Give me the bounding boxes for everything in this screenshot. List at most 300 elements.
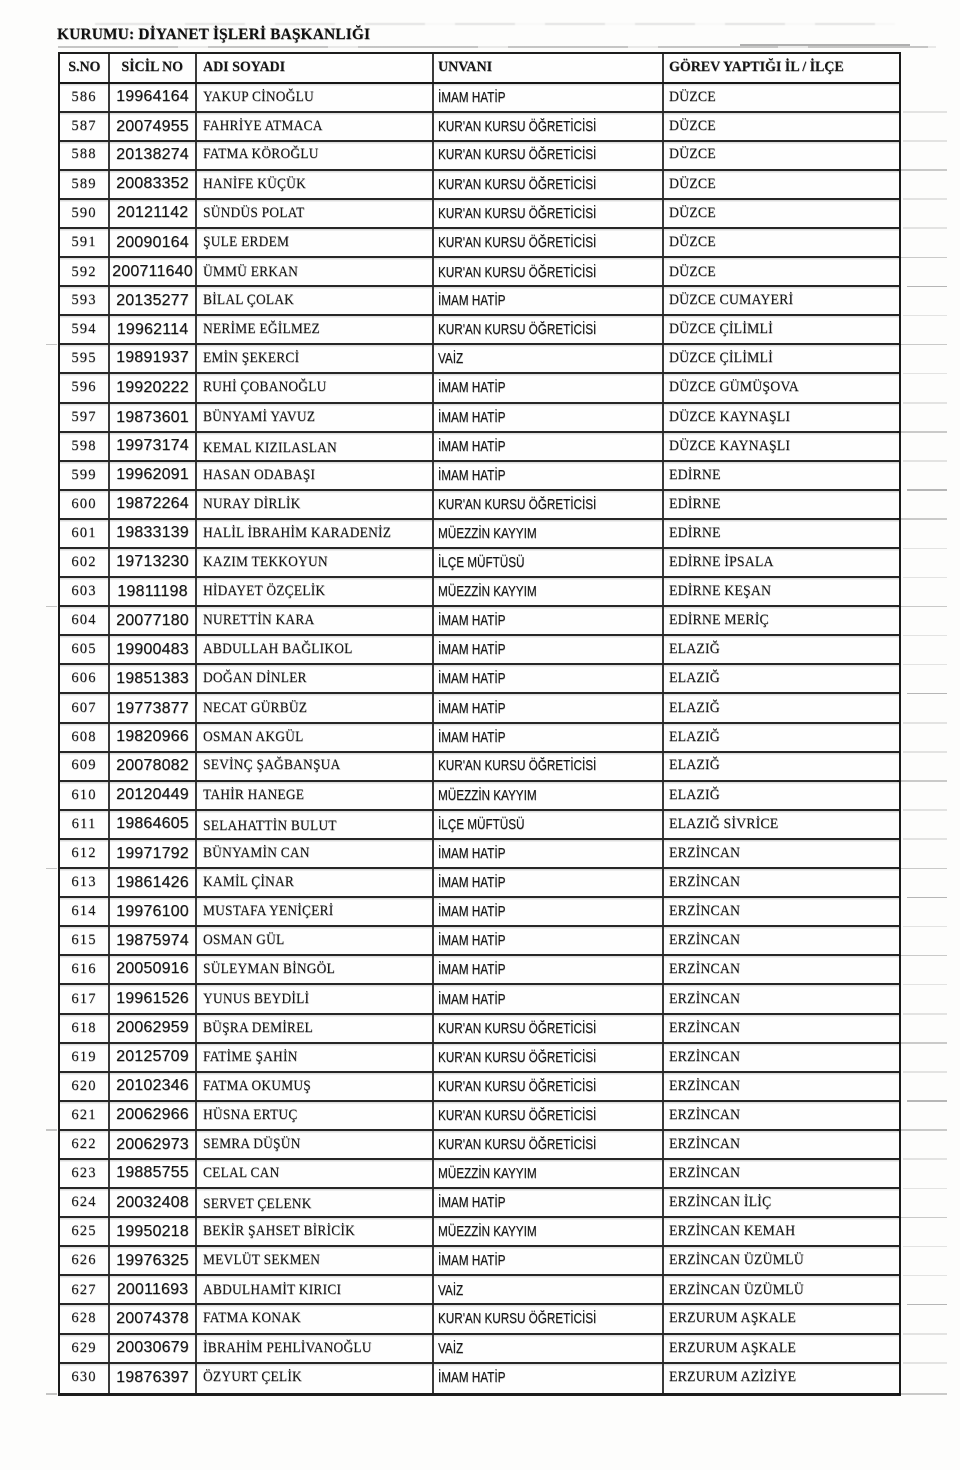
adi-soyadi-value: TAHİR HANEGE	[203, 786, 305, 803]
sno-value: 608	[71, 728, 97, 745]
adi-soyadi-value: HALİL İBRAHİM KARADENİZ	[203, 524, 392, 541]
sno-value: 593	[71, 292, 97, 309]
adi-soyadi-value: YAKUP CİNOĞLU	[203, 88, 314, 105]
unvani-value: İMAM HATİP	[438, 641, 506, 659]
gorev-il-ilce-value: ERZURUM AZİZİYE	[669, 1369, 797, 1386]
cell-gorev-il-ilce	[664, 694, 899, 721]
sicil-no-value: 19851383	[116, 669, 189, 687]
cell-sno	[60, 491, 110, 518]
cell-sicil-no	[110, 753, 197, 780]
cell-gorev-il-ilce	[664, 636, 899, 663]
unvani-value: İMAM HATİP	[438, 670, 506, 688]
sno-value: 595	[71, 349, 97, 366]
table-row	[60, 782, 899, 811]
table-row	[60, 840, 899, 869]
gorev-il-ilce-value: ERZİNCAN İLİÇ	[669, 1194, 772, 1211]
sno-value: 624	[71, 1194, 97, 1211]
sicil-no-value: 19962114	[116, 320, 189, 338]
cell-sno	[60, 113, 110, 140]
cell-gorev-il-ilce	[664, 956, 899, 983]
cell-adi-soyadi	[197, 1102, 434, 1129]
sicil-no-value: 20062959	[116, 1019, 189, 1037]
gorev-il-ilce-value: ERZİNCAN	[669, 1106, 741, 1123]
unvani-value: İMAM HATİP	[438, 700, 506, 718]
gorev-il-ilce-value: ERZİNCAN	[669, 1136, 741, 1153]
adi-soyadi-value: OSMAN AKGÜL	[203, 728, 304, 745]
cell-sno	[60, 1044, 110, 1071]
cell-sicil-no	[110, 316, 197, 343]
sicil-no-value: 19950218	[116, 1222, 189, 1240]
cell-adi-soyadi	[197, 433, 434, 460]
sno-value: 630	[71, 1369, 97, 1386]
cell-sno	[60, 927, 110, 954]
gorev-il-ilce-value: ERZİNCAN	[669, 1164, 741, 1181]
adi-soyadi-value: HANİFE KÜÇÜK	[203, 175, 306, 192]
table-row	[60, 404, 899, 433]
cell-gorev-il-ilce	[664, 491, 899, 518]
cell-sno	[60, 200, 110, 227]
cell-sno	[60, 404, 110, 431]
table-row	[60, 84, 899, 113]
sicil-no-value: 20030679	[116, 1339, 189, 1357]
table-row	[60, 462, 899, 491]
sicil-no-value: 20138274	[116, 145, 189, 163]
cell-gorev-il-ilce	[664, 578, 899, 605]
cell-adi-soyadi	[197, 1073, 434, 1100]
gorev-il-ilce-value: ERZİNCAN KEMAH	[669, 1223, 796, 1240]
adi-soyadi-value: SELAHATTİN BULUT	[203, 817, 337, 834]
cell-adi-soyadi	[197, 927, 434, 954]
table-row	[60, 1218, 899, 1247]
adi-soyadi-value: SÜLEYMAN BİNGÖL	[203, 960, 335, 977]
sno-value: 606	[71, 670, 97, 687]
unvani-value: VAİZ	[438, 349, 464, 367]
sno-value: 592	[71, 263, 97, 280]
table-row	[60, 1102, 899, 1131]
cell-unvani	[434, 345, 664, 372]
cell-unvani	[434, 84, 664, 111]
sicil-no-value: 20078082	[116, 756, 189, 774]
header-cell-adi-soyadi	[197, 54, 434, 82]
cell-gorev-il-ilce	[664, 898, 899, 925]
cell-sno	[60, 665, 110, 692]
cell-sicil-no	[110, 1015, 197, 1042]
gorev-il-ilce-value: ELAZIĞ	[669, 757, 720, 774]
sno-value: 605	[71, 641, 97, 658]
adi-soyadi-value: İBRAHİM PEHLİVANOĞLU	[203, 1339, 372, 1356]
sno-value: 629	[71, 1339, 97, 1356]
cell-adi-soyadi	[197, 811, 434, 838]
cell-unvani	[434, 782, 664, 809]
table-row	[60, 1015, 899, 1044]
sno-value: 615	[71, 932, 97, 949]
scan-line-artifact	[58, 46, 936, 48]
cell-adi-soyadi	[197, 694, 434, 721]
gorev-il-ilce-value: DÜZCE CUMAYERİ	[669, 292, 794, 309]
cell-adi-soyadi	[197, 229, 434, 256]
adi-soyadi-value: NURETTİN KARA	[203, 612, 315, 629]
cell-gorev-il-ilce	[664, 811, 899, 838]
cell-unvani	[434, 113, 664, 140]
cell-sicil-no	[110, 374, 197, 401]
cell-gorev-il-ilce	[664, 1335, 899, 1362]
cell-gorev-il-ilce	[664, 316, 899, 343]
cell-sno	[60, 1189, 110, 1216]
cell-unvani	[434, 694, 664, 721]
sicil-no-value: 19920222	[116, 378, 189, 396]
gorev-il-ilce-value: EDİRNE	[669, 466, 721, 483]
sno-value: 613	[71, 874, 97, 891]
sicil-no-value: 19873601	[116, 408, 189, 426]
sicil-no-value: 20011693	[116, 1281, 189, 1299]
cell-sno	[60, 520, 110, 547]
cell-gorev-il-ilce	[664, 345, 899, 372]
cell-adi-soyadi	[197, 374, 434, 401]
unvani-value: KUR'AN KURSU ÖĞRETİCİSİ	[438, 1106, 597, 1124]
cell-sno	[60, 1131, 110, 1158]
sicil-no-value: 20121142	[116, 204, 189, 222]
header-label: SİCİL NO	[121, 59, 184, 76]
cell-adi-soyadi	[197, 258, 434, 285]
cell-adi-soyadi	[197, 1189, 434, 1216]
cell-sicil-no	[110, 258, 197, 285]
unvani-value: KUR'AN KURSU ÖĞRETİCİSİ	[438, 321, 597, 339]
cell-sno	[60, 171, 110, 198]
sicil-no-value: 19964164	[116, 88, 189, 106]
unvani-value: KUR'AN KURSU ÖĞRETİCİSİ	[438, 757, 597, 775]
gorev-il-ilce-value: DÜZCE KAYNAŞLI	[669, 409, 791, 426]
cell-adi-soyadi	[197, 782, 434, 809]
gorev-il-ilce-value: DÜZCE	[669, 88, 716, 105]
cell-adi-soyadi	[197, 491, 434, 518]
gorev-il-ilce-value: EDİRNE KEŞAN	[669, 583, 772, 600]
cell-sno	[60, 1073, 110, 1100]
sno-value: 620	[71, 1077, 97, 1094]
sicil-no-value: 19875974	[116, 931, 189, 949]
table-header-row	[60, 54, 899, 84]
cell-sicil-no	[110, 636, 197, 663]
table-row	[60, 869, 899, 898]
cell-unvani	[434, 985, 664, 1012]
adi-soyadi-value: BÜNYAMİN CAN	[203, 845, 310, 862]
cell-adi-soyadi	[197, 578, 434, 605]
unvani-value: İMAM HATİP	[438, 845, 506, 863]
document-title: KURUMU: DİYANET İŞLERİ BAŞKANLIĞI	[57, 26, 371, 43]
cell-gorev-il-ilce	[664, 869, 899, 896]
unvani-value: KUR'AN KURSU ÖĞRETİCİSİ	[438, 234, 597, 252]
header-cell-sicil-no	[110, 54, 197, 82]
cell-adi-soyadi	[197, 869, 434, 896]
cell-unvani	[434, 171, 664, 198]
table-row	[60, 345, 899, 374]
cell-sicil-no	[110, 171, 197, 198]
cell-unvani	[434, 316, 664, 343]
cell-adi-soyadi	[197, 1276, 434, 1303]
table-row	[60, 811, 899, 840]
unvani-value: İMAM HATİP	[438, 437, 506, 455]
unvani-value: KUR'AN KURSU ÖĞRETİCİSİ	[438, 1136, 597, 1154]
table-row	[60, 665, 899, 694]
sicil-no-value: 20125709	[116, 1048, 189, 1066]
table-row	[60, 1247, 899, 1276]
personnel-table	[58, 52, 901, 1396]
adi-soyadi-value: FATİME ŞAHİN	[203, 1048, 298, 1065]
table-row	[60, 491, 899, 520]
cell-sicil-no	[110, 927, 197, 954]
sicil-no-value: 19773877	[116, 699, 189, 717]
cell-gorev-il-ilce	[664, 462, 899, 489]
cell-sicil-no	[110, 1073, 197, 1100]
cell-gorev-il-ilce	[664, 724, 899, 751]
table-row	[60, 636, 899, 665]
cell-adi-soyadi	[197, 171, 434, 198]
cell-sicil-no	[110, 840, 197, 867]
unvani-value: İMAM HATİP	[438, 932, 506, 950]
sicil-no-value: 20062973	[116, 1135, 189, 1153]
cell-unvani	[434, 578, 664, 605]
cell-sno	[60, 1160, 110, 1187]
cell-adi-soyadi	[197, 316, 434, 343]
sicil-no-value: 20077180	[116, 611, 189, 629]
cell-unvani	[434, 811, 664, 838]
gorev-il-ilce-value: DÜZCE ÇİLİMLİ	[669, 349, 773, 366]
adi-soyadi-value: OSMAN GÜL	[203, 932, 285, 949]
sicil-no-value: 20120449	[116, 786, 189, 804]
scan-smudge-artifact	[95, 23, 895, 25]
adi-soyadi-value: KEMAL KIZILASLAN	[203, 439, 337, 456]
unvani-value: MÜEZZİN KAYYIM	[438, 524, 537, 542]
adi-soyadi-value: HİDAYET ÖZÇELİK	[203, 583, 326, 600]
cell-gorev-il-ilce	[664, 549, 899, 576]
cell-sno	[60, 898, 110, 925]
adi-soyadi-value: NECAT GÜRBÜZ	[203, 700, 308, 717]
cell-unvani	[434, 374, 664, 401]
cell-sno	[60, 142, 110, 169]
gorev-il-ilce-value: EDİRNE	[669, 495, 721, 512]
cell-adi-soyadi	[197, 636, 434, 663]
unvani-value: KUR'AN KURSU ÖĞRETİCİSİ	[438, 495, 597, 513]
cell-sicil-no	[110, 200, 197, 227]
gorev-il-ilce-value: ERZİNCAN	[669, 960, 741, 977]
table-row	[60, 171, 899, 200]
sicil-no-value: 19820966	[116, 728, 189, 746]
header-cell-unvani	[434, 54, 664, 82]
sicil-no-value: 19961526	[116, 990, 189, 1008]
cell-sicil-no	[110, 869, 197, 896]
sicil-no-value: 20050916	[116, 960, 189, 978]
cell-sno	[60, 607, 110, 634]
unvani-value: KUR'AN KURSU ÖĞRETİCİSİ	[438, 1077, 597, 1095]
sno-value: 607	[71, 700, 97, 717]
sicil-no-value: 20090164	[116, 233, 189, 251]
cell-gorev-il-ilce	[664, 374, 899, 401]
cell-sno	[60, 1218, 110, 1245]
gorev-il-ilce-value: DÜZCE	[669, 204, 716, 221]
adi-soyadi-value: ÜMMÜ ERKAN	[203, 263, 299, 280]
cell-adi-soyadi	[197, 985, 434, 1012]
table-row	[60, 1131, 899, 1160]
cell-unvani	[434, 956, 664, 983]
sicil-no-value: 19872264	[116, 495, 189, 513]
sno-value: 604	[71, 612, 97, 629]
gorev-il-ilce-value: ERZİNCAN	[669, 874, 741, 891]
cell-unvani	[434, 549, 664, 576]
table-row	[60, 520, 899, 549]
table-body	[60, 84, 899, 1393]
gorev-il-ilce-value: ERZİNCAN	[669, 932, 741, 949]
cell-unvani	[434, 607, 664, 634]
sno-value: 590	[71, 204, 97, 221]
table-row	[60, 694, 899, 723]
adi-soyadi-value: KAMİL ÇİNAR	[203, 874, 295, 891]
adi-soyadi-value: FAHRİYE ATMACA	[203, 118, 323, 135]
unvani-value: İMAM HATİP	[438, 612, 506, 630]
table-row	[60, 316, 899, 345]
sno-value: 614	[71, 903, 97, 920]
sicil-no-value: 20074378	[116, 1309, 189, 1327]
cell-unvani	[434, 229, 664, 256]
cell-sno	[60, 956, 110, 983]
cell-gorev-il-ilce	[664, 229, 899, 256]
adi-soyadi-value: DOĞAN DİNLER	[203, 670, 307, 687]
adi-soyadi-value: CELAL CAN	[203, 1164, 280, 1181]
cell-gorev-il-ilce	[664, 171, 899, 198]
unvani-value: VAİZ	[438, 1281, 464, 1299]
gorev-il-ilce-value: EDİRNE	[669, 524, 721, 541]
cell-sicil-no	[110, 549, 197, 576]
sicil-no-value: 19885755	[116, 1164, 189, 1182]
cell-sno	[60, 316, 110, 343]
gorev-il-ilce-value: DÜZCE	[669, 118, 716, 135]
cell-unvani	[434, 1276, 664, 1303]
unvani-value: İMAM HATİP	[438, 88, 506, 106]
adi-soyadi-value: SEMRA DÜŞÜN	[203, 1136, 301, 1153]
sicil-no-value: 19962091	[116, 466, 189, 484]
gorev-il-ilce-value: DÜZCE ÇİLİMLİ	[669, 321, 773, 338]
table-row	[60, 1364, 899, 1393]
gorev-il-ilce-value: ERZİNCAN	[669, 845, 741, 862]
adi-soyadi-value: FATMA OKUMUŞ	[203, 1077, 311, 1094]
cell-sno	[60, 985, 110, 1012]
gorev-il-ilce-value: ELAZIĞ	[669, 641, 720, 658]
adi-soyadi-value: SÜNDÜS POLAT	[203, 204, 305, 221]
sno-value: 589	[71, 175, 97, 192]
cell-sno	[60, 374, 110, 401]
cell-gorev-il-ilce	[664, 1305, 899, 1332]
unvani-value: VAİZ	[438, 1339, 464, 1357]
cell-sicil-no	[110, 1276, 197, 1303]
cell-sno	[60, 1305, 110, 1332]
cell-sicil-no	[110, 142, 197, 169]
header-label: S.NO	[67, 59, 101, 76]
table-row	[60, 229, 899, 258]
unvani-value: İMAM HATİP	[438, 990, 506, 1008]
table-row	[60, 433, 899, 462]
gorev-il-ilce-value: ELAZIĞ	[669, 700, 720, 717]
sno-value: 616	[71, 960, 97, 977]
cell-adi-soyadi	[197, 898, 434, 925]
cell-sno	[60, 1102, 110, 1129]
cell-unvani	[434, 724, 664, 751]
unvani-value: KUR'AN KURSU ÖĞRETİCİSİ	[438, 1019, 597, 1037]
table-row	[60, 142, 899, 171]
table-row	[60, 724, 899, 753]
adi-soyadi-value: SEVİNÇ ŞAĞBANŞUA	[203, 757, 341, 774]
cell-unvani	[434, 753, 664, 780]
cell-sicil-no	[110, 113, 197, 140]
table-row	[60, 258, 899, 287]
adi-soyadi-value: HASAN ODABAŞI	[203, 466, 316, 483]
cell-sno	[60, 782, 110, 809]
table-row	[60, 1044, 899, 1073]
cell-sno	[60, 433, 110, 460]
sno-value: 625	[71, 1223, 97, 1240]
cell-gorev-il-ilce	[664, 665, 899, 692]
cell-sicil-no	[110, 84, 197, 111]
sno-value: 627	[71, 1281, 97, 1298]
cell-adi-soyadi	[197, 1218, 434, 1245]
header-cell-gorev-il-ilce	[664, 54, 899, 82]
adi-soyadi-value: ABDULLAH BAĞLIKOL	[203, 641, 353, 658]
cell-unvani	[434, 1044, 664, 1071]
cell-sicil-no	[110, 433, 197, 460]
gorev-il-ilce-value: ERZİNCAN ÜZÜMLÜ	[669, 1281, 804, 1298]
sno-value: 612	[71, 845, 97, 862]
sicil-no-value: 20102346	[116, 1077, 189, 1095]
cell-adi-soyadi	[197, 345, 434, 372]
cell-adi-soyadi	[197, 1160, 434, 1187]
adi-soyadi-value: BÜŞRA DEMİREL	[203, 1019, 313, 1036]
cell-unvani	[434, 1102, 664, 1129]
cell-sicil-no	[110, 782, 197, 809]
gorev-il-ilce-value: EDİRNE MERİÇ	[669, 612, 769, 629]
cell-gorev-il-ilce	[664, 1364, 899, 1393]
cell-unvani	[434, 1335, 664, 1362]
header-label: ADI SOYADI	[203, 59, 286, 76]
sno-value: 621	[71, 1106, 97, 1123]
cell-sicil-no	[110, 404, 197, 431]
cell-adi-soyadi	[197, 1335, 434, 1362]
cell-sno	[60, 1276, 110, 1303]
unvani-value: İMAM HATİP	[438, 874, 506, 892]
sno-value: 587	[71, 118, 97, 135]
gorev-il-ilce-value: DÜZCE GÜMÜŞOVA	[669, 379, 799, 396]
adi-soyadi-value: NURAY DİRLİK	[203, 495, 301, 512]
cell-unvani	[434, 1189, 664, 1216]
gorev-il-ilce-value: ERZİNCAN	[669, 990, 741, 1007]
cell-adi-soyadi	[197, 1364, 434, 1393]
cell-sicil-no	[110, 811, 197, 838]
cell-adi-soyadi	[197, 1015, 434, 1042]
sno-value: 600	[71, 495, 97, 512]
unvani-value: İMAM HATİP	[438, 903, 506, 921]
cell-sicil-no	[110, 229, 197, 256]
cell-sicil-no	[110, 1102, 197, 1129]
cell-adi-soyadi	[197, 956, 434, 983]
adi-soyadi-value: RUHİ ÇOBANOĞLU	[203, 379, 327, 396]
sno-value: 610	[71, 786, 97, 803]
gorev-il-ilce-value: DÜZCE	[669, 234, 716, 251]
sicil-no-value: 20032408	[116, 1193, 189, 1211]
cell-sicil-no	[110, 491, 197, 518]
cell-adi-soyadi	[197, 200, 434, 227]
table-row	[60, 1073, 899, 1102]
cell-sno	[60, 869, 110, 896]
cell-adi-soyadi	[197, 724, 434, 751]
cell-sno	[60, 1015, 110, 1042]
sno-value: 591	[71, 234, 97, 251]
cell-adi-soyadi	[197, 840, 434, 867]
